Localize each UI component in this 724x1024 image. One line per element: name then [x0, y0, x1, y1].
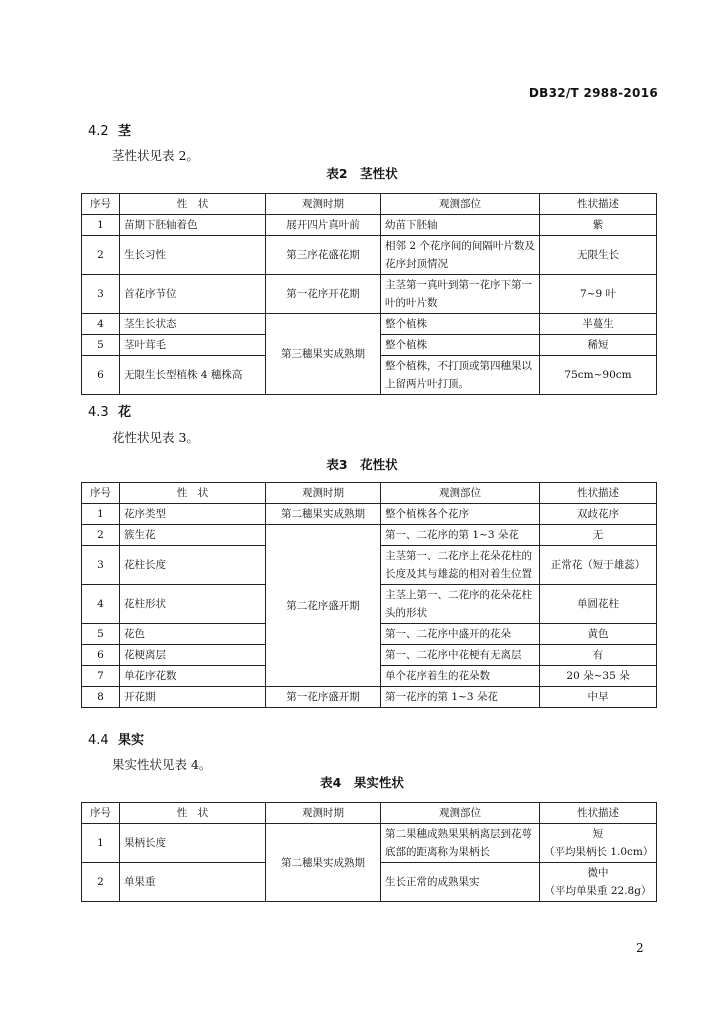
row-index: 1	[82, 215, 120, 236]
flower-traits-table	[81, 482, 657, 708]
row-index: 7	[82, 666, 120, 687]
table-title: 表2 茎性状	[326, 166, 398, 181]
observation-period: 第二穗果实成熟期	[266, 504, 381, 525]
column-header: 序号	[82, 803, 120, 824]
trait-description: 无	[540, 525, 657, 546]
section-intro: 果实性状见表 4。	[112, 757, 212, 772]
table-row	[82, 824, 657, 863]
row-index: 6	[82, 645, 120, 666]
observation-period: 展开四片真叶前	[266, 215, 381, 236]
table-title: 表4 果实性状	[320, 775, 404, 790]
observation-site: 生长正常的成熟果实	[381, 863, 540, 902]
observation-period: 第一花序开花期	[266, 275, 381, 314]
row-index: 3	[82, 546, 120, 585]
row-index: 4	[82, 585, 120, 624]
observation-site: 主茎上第一、二花序的花朵花柱头的形状	[381, 585, 540, 624]
trait-name: 簇生花	[120, 525, 266, 546]
column-header: 序号	[82, 483, 120, 504]
section-number: 4.3	[88, 405, 109, 420]
observation-period: 第三穗果实成熟期	[266, 314, 381, 395]
trait-description: 20 朵~35 朵	[540, 666, 657, 687]
document-code: DB32/T 2988-2016	[528, 86, 658, 100]
trait-name: 生长习性	[120, 236, 266, 275]
row-index: 5	[82, 335, 120, 356]
row-index: 1	[82, 824, 120, 863]
observation-site: 第一花序的第 1~3 朵花	[381, 687, 540, 708]
section-number: 4.4	[88, 733, 109, 748]
trait-name: 单果重	[120, 863, 266, 902]
column-header: 观测时期	[266, 483, 381, 504]
trait-description: 微中 （平均单果重 22.8g）	[540, 863, 657, 902]
observation-site: 主茎第一真叶到第一花序下第一叶的叶片数	[381, 275, 540, 314]
table-row	[82, 504, 657, 525]
section-title: 花	[118, 405, 132, 420]
row-index: 2	[82, 236, 120, 275]
trait-description: 75cm~90cm	[540, 356, 657, 395]
observation-period: 第二花序盛开期	[266, 525, 381, 687]
observation-site: 第一、二花序的第 1~3 朵花	[381, 525, 540, 546]
trait-name: 茎叶茸毛	[120, 335, 266, 356]
section-heading-4-3	[88, 401, 131, 420]
observation-site: 整个植株，不打顶或第四穗果以上留两片叶打顶。	[381, 356, 540, 395]
trait-description: 紫	[540, 215, 657, 236]
column-header: 观测时期	[266, 803, 381, 824]
row-index: 8	[82, 687, 120, 708]
page-number: 2	[636, 941, 644, 955]
observation-site: 单个花序着生的花朵数	[381, 666, 540, 687]
column-header: 序号	[82, 194, 120, 215]
observation-period: 第一花序盛开期	[266, 687, 381, 708]
column-header: 性 状	[120, 803, 266, 824]
observation-period: 第三序花盛花期	[266, 236, 381, 275]
trait-name: 单花序花数	[120, 666, 266, 687]
observation-period: 第二穗果实成熟期	[266, 824, 381, 902]
trait-description: 双歧花序	[540, 504, 657, 525]
trait-description: 中早	[540, 687, 657, 708]
trait-name: 首花序节位	[120, 275, 266, 314]
observation-site: 主茎第一、二花序上花朵花柱的长度及其与雄蕊的相对着生位置	[381, 546, 540, 585]
trait-name: 花色	[120, 624, 266, 645]
column-header: 性状描述	[540, 803, 657, 824]
column-header: 观测部位	[381, 194, 540, 215]
table-row	[82, 275, 657, 314]
row-index: 6	[82, 356, 120, 395]
table-header-row	[82, 803, 657, 824]
row-index: 5	[82, 624, 120, 645]
column-header: 观测部位	[381, 803, 540, 824]
section-heading-4-2	[88, 120, 131, 139]
section-title: 果实	[118, 733, 145, 748]
trait-description: 正常花（短于雄蕊）	[540, 546, 657, 585]
trait-name: 茎生长状态	[120, 314, 266, 335]
trait-description: 无限生长	[540, 236, 657, 275]
observation-site: 第二果穗成熟果果柄离层到花萼底部的距离称为果柄长	[381, 824, 540, 863]
trait-name: 开花期	[120, 687, 266, 708]
observation-site: 整个植株各个花序	[381, 504, 540, 525]
trait-name: 花序类型	[120, 504, 266, 525]
table-header-row	[82, 483, 657, 504]
trait-name: 果柄长度	[120, 824, 266, 863]
section-number: 4.2	[88, 124, 109, 139]
section-intro: 花性状见表 3。	[112, 430, 199, 445]
column-header: 性 状	[120, 194, 266, 215]
section-title: 茎	[118, 124, 132, 139]
table-row	[82, 215, 657, 236]
table-row	[82, 236, 657, 275]
trait-name: 无限生长型植株 4 穗株高	[120, 356, 266, 395]
trait-name: 花梗离层	[120, 645, 266, 666]
observation-site: 第一、二花序中花梗有无离层	[381, 645, 540, 666]
trait-description: 黄色	[540, 624, 657, 645]
table-header-row	[82, 194, 657, 215]
section-heading-4-4	[88, 729, 144, 748]
column-header: 观测时期	[266, 194, 381, 215]
table-title: 表3 花性状	[326, 457, 398, 472]
column-header: 性 状	[120, 483, 266, 504]
column-header: 观测部位	[381, 483, 540, 504]
row-index: 2	[82, 525, 120, 546]
row-index: 1	[82, 504, 120, 525]
row-index: 2	[82, 863, 120, 902]
trait-description: 7~9 叶	[540, 275, 657, 314]
fruit-traits-table	[81, 802, 657, 902]
column-header: 性状描述	[540, 483, 657, 504]
observation-site: 相邻 2 个花序间的间隔叶片数及花序封顶情况	[381, 236, 540, 275]
row-index: 4	[82, 314, 120, 335]
observation-site: 整个植株	[381, 314, 540, 335]
trait-name: 花柱长度	[120, 546, 266, 585]
trait-name: 苗期下胚轴着色	[120, 215, 266, 236]
table-row	[82, 314, 657, 335]
trait-description: 稀短	[540, 335, 657, 356]
trait-description: 短 （平均果柄长 1.0cm）	[540, 824, 657, 863]
column-header: 性状描述	[540, 194, 657, 215]
observation-site: 整个植株	[381, 335, 540, 356]
stem-traits-table	[81, 193, 657, 395]
table-row	[82, 687, 657, 708]
row-index: 3	[82, 275, 120, 314]
trait-description: 单圆花柱	[540, 585, 657, 624]
trait-name: 花柱形状	[120, 585, 266, 624]
observation-site: 第一、二花序中盛开的花朵	[381, 624, 540, 645]
observation-site: 幼苗下胚轴	[381, 215, 540, 236]
trait-description: 半蔓生	[540, 314, 657, 335]
trait-description: 有	[540, 645, 657, 666]
section-intro: 茎性状见表 2。	[112, 148, 199, 163]
table-row	[82, 525, 657, 546]
